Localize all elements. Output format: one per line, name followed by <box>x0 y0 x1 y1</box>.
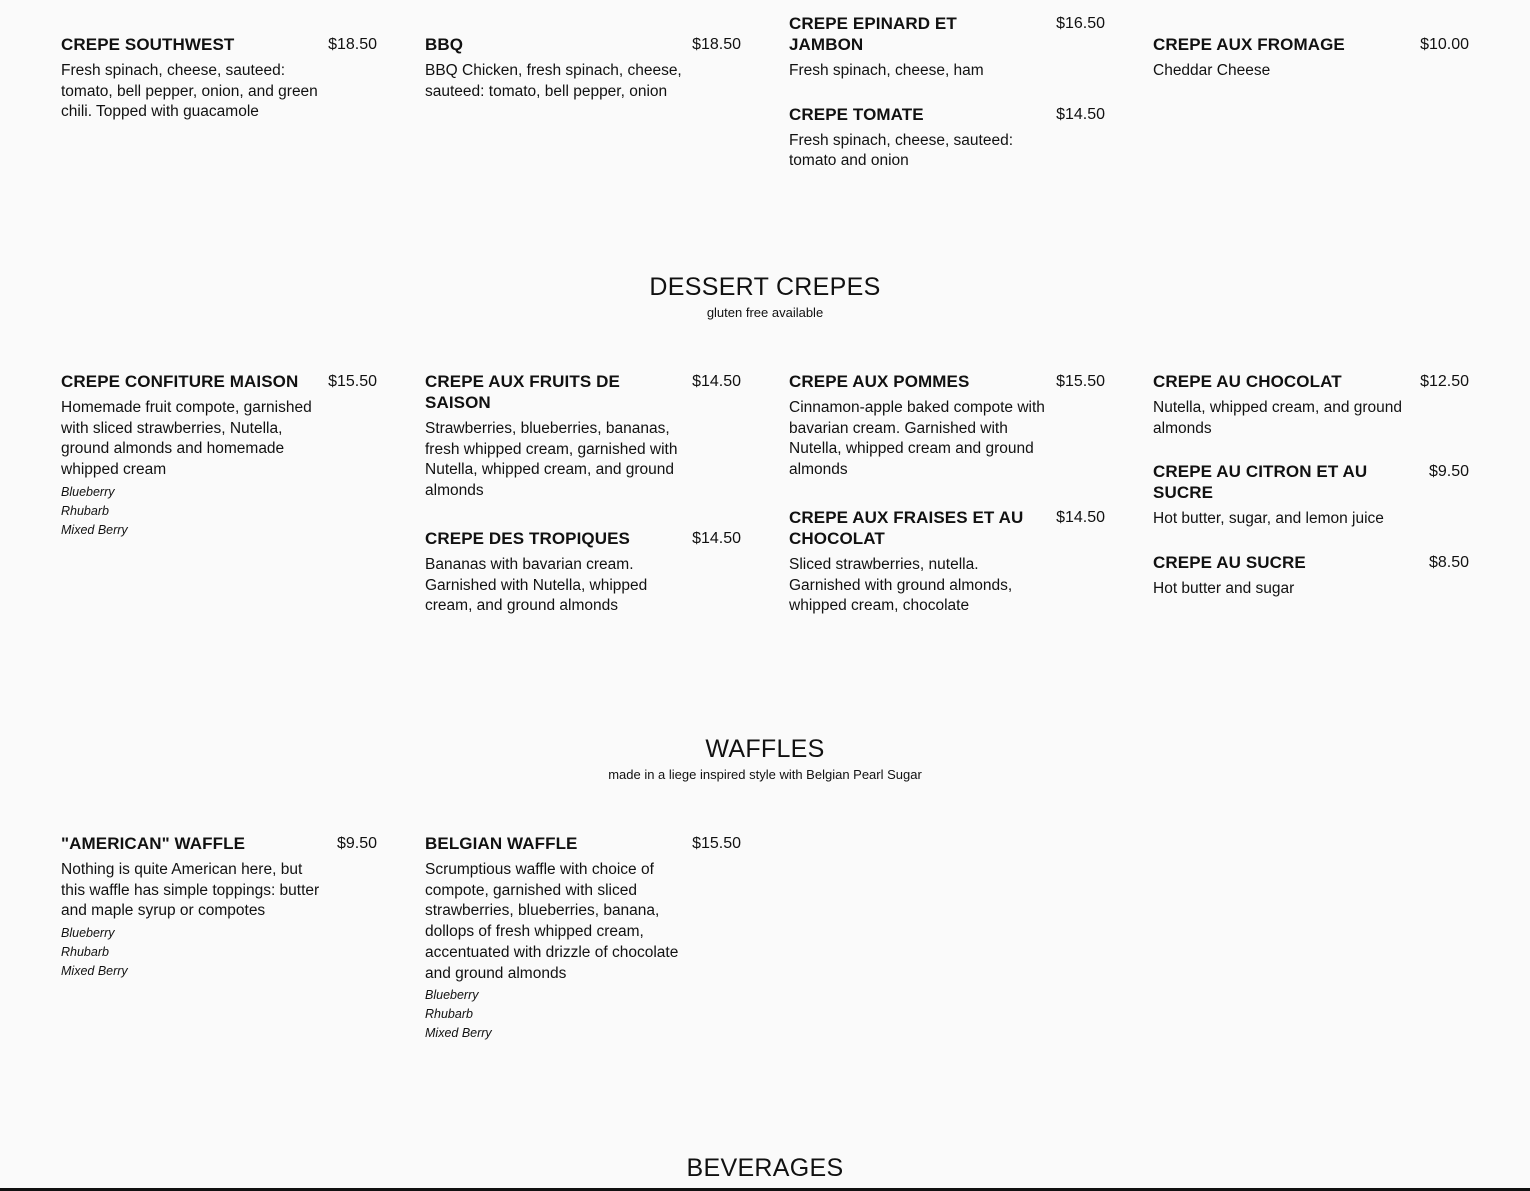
menu-column <box>1153 833 1469 1069</box>
menu-item <box>1153 552 1469 600</box>
menu-item-option: Rhubarb <box>61 503 109 518</box>
menu-item-price: $9.50 <box>1428 463 1469 481</box>
menu-item-description: Bananas with bavarian cream. Garnished with Nutella, whipped cream, and ground almonds <box>425 555 648 615</box>
menu-item-name: CREPE SOUTHWEST <box>61 35 235 54</box>
menu-item-option: Mixed Berry <box>61 964 128 979</box>
menu-item <box>789 104 1105 172</box>
menu-item <box>61 34 377 123</box>
menu-item-options <box>61 924 377 981</box>
menu-column <box>789 371 1105 643</box>
menu-item-header <box>789 371 1105 392</box>
menu-item-header <box>1153 371 1469 392</box>
menu-item-name: CREPE DES TROPIQUES <box>425 528 630 548</box>
menu-item <box>789 13 1105 82</box>
menu-column <box>61 371 377 643</box>
menu-item <box>425 34 741 102</box>
menu-item <box>425 371 741 502</box>
menu-item-price: $9.50 <box>336 835 377 852</box>
menu-item-header <box>1153 34 1469 55</box>
menu-column <box>425 34 741 194</box>
menu-column <box>789 833 1105 1069</box>
savory-crepes-grid <box>61 14 1469 194</box>
menu-item-header <box>61 371 377 392</box>
menu-item-header <box>61 34 377 55</box>
waffles-grid <box>61 833 1469 1069</box>
menu-item-name: CREPE AUX POMMES <box>789 372 970 391</box>
menu-item <box>789 507 1105 617</box>
menu-item-description: Sliced strawberries, nutella. Garnished with ground almonds, whipped cream, chocolate <box>789 555 1013 615</box>
menu-column <box>1153 34 1469 194</box>
menu-item <box>1153 371 1469 439</box>
beverages-header <box>0 1153 1530 1183</box>
menu-item <box>1153 34 1469 82</box>
menu-item-description: Homemade fruit compote, garnished with sliced strawberries, Nutella, ground almonds and homemade whipped cream <box>61 399 312 479</box>
menu-column <box>61 34 377 194</box>
menu-item-option: Mixed Berry <box>61 522 128 537</box>
menu-item-name: CREPE AUX FRUITS DE SAISON <box>425 372 620 412</box>
menu-item-description: Hot butter and sugar <box>1153 580 1295 598</box>
menu-item-header <box>789 104 1105 125</box>
menu-item-name: CREPE AU SUCRE <box>1153 553 1306 573</box>
menu-item-price: $18.50 <box>692 36 741 53</box>
section-title: WAFFLES <box>705 735 825 763</box>
menu-item-description: Cheddar Cheese <box>1153 62 1271 79</box>
menu-item-name: CREPE AU CHOCOLAT <box>1153 372 1342 391</box>
menu-item-description: Fresh spinach, cheese, ham <box>789 62 984 79</box>
menu-item-options <box>425 986 741 1043</box>
menu-item-price: $14.50 <box>1056 105 1105 123</box>
menu-item-price: $16.50 <box>1056 15 1105 32</box>
menu-item-description: Hot butter, sugar, and lemon juice <box>1153 510 1384 528</box>
menu-item-price: $12.50 <box>1420 373 1469 390</box>
section-subtitle: gluten free available <box>706 305 824 320</box>
menu-item-price: $15.50 <box>1056 373 1105 390</box>
menu-item-options <box>61 483 377 540</box>
menu-item-option: Blueberry <box>425 988 479 1003</box>
menu-item-name: BELGIAN WAFFLE <box>425 834 578 853</box>
menu-item <box>61 833 377 981</box>
menu-item-name: CREPE EPINARD ET JAMBON <box>789 14 957 54</box>
menu-item-price: $15.50 <box>692 835 741 852</box>
menu-item-option: Mixed Berry <box>425 1026 492 1041</box>
menu-item-description: Nothing is quite American here, but this waffle has simple toppings: butter and maple syrup or compotes <box>61 861 320 920</box>
menu-item-price: $14.50 <box>1056 508 1105 526</box>
menu-item-price: $14.50 <box>692 529 741 547</box>
menu-item-header <box>425 528 741 549</box>
menu-item <box>1153 461 1469 530</box>
menu-item-header <box>789 13 1105 55</box>
menu-item-name: "AMERICAN" WAFFLE <box>61 834 246 853</box>
menu-column <box>1153 371 1469 643</box>
menu-item-description: Fresh spinach, cheese, sauteed: tomato, bell pepper, onion, and green chili. Topped with guacamole <box>61 62 318 121</box>
menu-column <box>61 833 377 1069</box>
menu-item-price: $18.50 <box>328 36 377 53</box>
menu-column <box>425 371 741 643</box>
menu-item-price: $10.00 <box>1420 36 1469 53</box>
menu-item-description: Strawberries, blueberries, bananas, fresh whipped cream, garnished with Nutella, whipped cream, and ground almonds <box>425 420 678 500</box>
menu-item-header <box>789 507 1105 549</box>
waffles-header <box>0 734 1530 784</box>
menu-column <box>425 833 741 1069</box>
menu-column <box>789 13 1105 194</box>
menu-item-header <box>61 833 377 854</box>
menu-item-description: Fresh spinach, cheese, sauteed: tomato and onion <box>789 131 1014 170</box>
menu-item-option: Blueberry <box>61 484 115 499</box>
menu-item-option: Blueberry <box>61 926 115 941</box>
section-subtitle: made in a liege inspired style with Belgian Pearl Sugar <box>608 767 922 782</box>
menu-item-description: Nutella, whipped cream, and ground almonds <box>1153 399 1403 437</box>
menu-item-name: CREPE CONFITURE MAISON <box>61 372 299 391</box>
menu-item-price: $15.50 <box>328 373 377 390</box>
menu-item <box>61 371 377 540</box>
menu-item-description: BBQ Chicken, fresh spinach, cheese, sauteed: tomato, bell pepper, onion <box>425 62 682 100</box>
menu-item-name: CREPE AUX FRAISES ET AU CHOCOLAT <box>789 507 1024 548</box>
menu-item-name: CREPE AU CITRON ET AU SUCRE <box>1153 462 1368 503</box>
menu-item-header <box>425 34 741 55</box>
section-title: BEVERAGES <box>686 1154 844 1182</box>
menu-item-description: Scrumptious waffle with choice of compote, garnished with sliced strawberries, blueberries, banana, dollops of fresh whipped cream, accentuated with drizzle of chocolate and ground almonds <box>425 861 679 982</box>
menu-item <box>789 371 1105 481</box>
menu-item-name: CREPE AUX FROMAGE <box>1153 35 1345 54</box>
menu-item-header <box>425 371 741 413</box>
menu-item-price: $14.50 <box>692 373 741 390</box>
menu-item-header <box>1153 552 1469 573</box>
menu-item-header <box>1153 461 1469 503</box>
menu-item <box>425 528 741 617</box>
menu-item-name: BBQ <box>425 35 464 54</box>
menu-item-option: Rhubarb <box>425 1007 473 1022</box>
menu-item <box>425 833 741 1043</box>
menu-item-price: $8.50 <box>1428 554 1469 572</box>
menu-item-header <box>425 833 741 854</box>
menu-item-name: CREPE TOMATE <box>789 104 924 124</box>
dessert-crepes-grid <box>61 371 1469 643</box>
menu-item-option: Rhubarb <box>61 945 109 960</box>
dessert-crepes-header <box>0 272 1530 322</box>
menu-item-description: Cinnamon-apple baked compote with bavarian cream. Garnished with Nutella, whipped cream and ground almonds <box>789 399 1045 479</box>
section-title: DESSERT CREPES <box>649 273 881 301</box>
